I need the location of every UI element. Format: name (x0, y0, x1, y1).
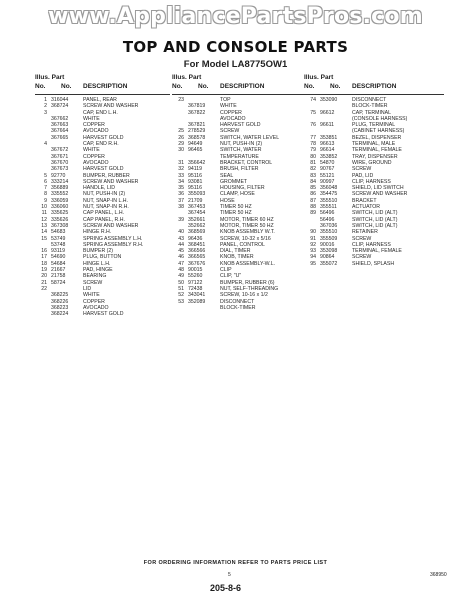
description-cell: NUT, SNAP-IN R.H. (83, 204, 129, 211)
part-no-cell: 353852 (320, 153, 338, 160)
description-cell: SWITCH, LID (ALT) (352, 222, 398, 229)
description-cell: TEMPERATURE (220, 153, 259, 160)
illus-no-cell: 32 (178, 166, 184, 173)
part-no-cell: 356642 (188, 159, 206, 166)
illus-no-cell: 86 (310, 191, 316, 198)
part-no-cell: 96436 (188, 235, 203, 242)
page-title: TOP AND CONSOLE PARTS (122, 38, 349, 56)
illus-no-cell: 25 (178, 128, 184, 135)
description-cell: CAP, END R.H. (83, 141, 119, 148)
parts-row (35, 311, 170, 317)
description-cell: KNOB ASSEMBLY W.T. (220, 229, 275, 236)
description-cell: TERMINAL, FEMALE (352, 147, 402, 154)
parts-list (172, 97, 307, 311)
description-cell: HINGE R.H. (83, 229, 112, 236)
part-no-cell: 336060 (51, 204, 69, 211)
description-cell: KNOB, TIMER (220, 254, 254, 261)
parts-column-1 (35, 72, 170, 317)
part-no-cell: 54690 (51, 254, 66, 261)
part-no-cell: 54684 (51, 260, 66, 267)
part-no-cell: 368224 (51, 311, 69, 318)
description-cell: TIMER 50 HZ (220, 204, 252, 211)
part-no-cell: 367673 (51, 166, 69, 173)
illus-no-cell: 11 (41, 210, 47, 217)
header-description: DESCRIPTION (220, 83, 265, 90)
part-no-cell: 368724 (51, 103, 69, 110)
description-cell: SCREW (83, 279, 103, 286)
illus-no-cell: 1 (44, 97, 47, 103)
part-no-cell: 96611 (320, 122, 335, 129)
illus-no-cell: 90 (310, 229, 316, 236)
description-cell: TOP (220, 97, 231, 103)
part-no-cell: 367671 (51, 153, 69, 160)
part-no-cell: 368569 (188, 229, 206, 236)
illus-no-cell: 30 (178, 147, 184, 154)
illus-no-cell: 20 (41, 273, 47, 280)
part-no-cell: 353851 (320, 134, 338, 141)
description-cell: TERMINAL, MALE (352, 141, 396, 148)
illus-no-cell: 3 (44, 109, 47, 116)
description-cell: SCREW AND WASHER (83, 103, 139, 110)
illus-no-cell: 17 (41, 254, 47, 261)
part-no-cell: 90767 (320, 166, 335, 173)
part-no-cell: 58724 (51, 279, 66, 286)
description-cell: CLIP (220, 267, 232, 274)
part-no-cell: 54683 (51, 229, 66, 236)
part-no-cell: 367662 (51, 115, 69, 122)
illus-no-cell: 18 (41, 260, 47, 267)
illus-no-cell: 51 (178, 285, 184, 292)
document-number: 368950 (430, 572, 447, 578)
illus-no-cell: 46 (178, 254, 184, 261)
description-cell: ACTUATOR (352, 204, 381, 211)
part-no-cell: 90015 (188, 267, 203, 274)
illus-no-cell: 39 (178, 216, 184, 223)
description-cell: GROMMET (220, 178, 248, 185)
illus-no-cell: 79 (310, 147, 316, 154)
description-cell: COPPER (220, 109, 242, 116)
illus-no-cell: 85 (310, 185, 316, 192)
part-no-cell: 55260 (188, 273, 203, 280)
header-no: No. (61, 83, 72, 90)
description-cell: SHIELD, LID SWITCH (352, 185, 404, 192)
description-cell: TRAY, DISPENSER (352, 153, 398, 160)
header-illus-part: Illus. Part (172, 74, 202, 81)
part-no-cell: 96613 (320, 141, 335, 148)
description-cell: BRACKET (352, 197, 377, 204)
part-no-cell: 95116 (188, 185, 203, 192)
part-no-cell: 97122 (188, 279, 203, 286)
illus-no-cell: 16 (41, 248, 47, 255)
illus-no-cell: 75 (310, 109, 316, 116)
description-cell: SCREW (352, 166, 372, 173)
part-no-cell: 367036 (320, 222, 338, 229)
part-no-cell: 367665 (51, 134, 69, 141)
description-cell: COPPER (83, 122, 105, 129)
part-no-cell: 21709 (188, 197, 203, 204)
part-no-cell: 72438 (188, 285, 203, 292)
part-no-cell: 367819 (188, 103, 206, 110)
part-no-cell: 366565 (188, 254, 206, 261)
page-number: 5 (228, 572, 231, 578)
header-no: No. (172, 83, 183, 90)
part-no-cell: 367672 (51, 147, 69, 154)
description-cell: CAP, END L.H. (83, 109, 118, 116)
illus-no-cell: 92 (310, 241, 316, 248)
description-cell: HOSE (220, 197, 235, 204)
description-cell: BLOCK-TIMER (352, 103, 388, 110)
illus-no-cell: 23 (178, 97, 184, 103)
part-no-cell: 94649 (188, 141, 203, 148)
illus-no-cell: 94 (310, 254, 316, 261)
part-no-cell: 53748 (51, 241, 66, 248)
description-cell: CAP PANEL, L.H. (83, 210, 125, 217)
description-cell: CAP, TERMINAL (352, 109, 392, 116)
illus-no-cell: 9 (44, 197, 47, 204)
illus-no-cell: 81 (310, 159, 316, 166)
description-cell: RETAINER (352, 229, 378, 236)
description-cell: AVOCADO (83, 159, 109, 166)
part-no-cell: 368451 (188, 241, 206, 248)
illus-no-cell: 43 (178, 235, 184, 242)
part-no-cell: 355511 (320, 204, 337, 211)
part-no-cell: 336059 (51, 197, 69, 204)
part-no-cell: 55121 (320, 172, 335, 179)
part-no-cell: 54870 (320, 159, 335, 166)
description-cell: LID (83, 285, 92, 292)
part-no-cell: 355509 (320, 235, 338, 242)
description-cell: SCREW AND WASHER (352, 191, 408, 198)
description-cell: CAP PANEL, R.H. (83, 216, 125, 223)
part-no-cell: 333214 (51, 178, 69, 185)
description-cell: WHITE (83, 292, 100, 299)
part-no-cell: 96614 (320, 147, 335, 154)
illus-no-cell: 29 (178, 141, 184, 148)
parts-column-3 (304, 72, 444, 267)
header-no: No. (198, 83, 209, 90)
description-cell: (CONSOLE HARNESS) (352, 115, 408, 122)
illus-no-cell: 40 (178, 229, 184, 236)
description-cell: TERMINAL, FEMALE (352, 248, 402, 255)
description-cell: HARVEST GOLD (83, 311, 124, 318)
description-cell: SWITCH, LID (ALT) (352, 216, 398, 223)
illus-no-cell: 7 (44, 185, 47, 192)
part-no-cell: 367663 (51, 122, 69, 129)
description-cell: SWITCH, WATER LEVEL (220, 134, 280, 141)
description-cell: PAD, HINGE (83, 267, 113, 274)
illus-no-cell: 47 (178, 260, 184, 267)
illus-no-cell: 48 (178, 267, 184, 274)
part-no-cell: 353098 (320, 248, 338, 255)
description-cell: KNOB ASSEMBLY-W.L. (220, 260, 276, 267)
part-no-cell: 353090 (320, 97, 338, 103)
description-cell: NUT, PUSH-IN (2) (220, 141, 263, 148)
site-watermark: www.AppliancePartsPros.com (48, 4, 423, 29)
description-cell: MOTOR, TIMER 60 HZ (220, 216, 274, 223)
part-no-cell: 335626 (51, 216, 69, 223)
part-no-cell: 93081 (188, 178, 203, 185)
part-no-cell: 367664 (51, 128, 69, 135)
description-cell: TIMER 50 HZ (220, 210, 252, 217)
illus-no-cell: 12 (41, 216, 47, 223)
description-cell: BUMPER, RUBBER (6) (220, 279, 275, 286)
illus-no-cell: 95 (310, 260, 316, 267)
part-no-cell: 368578 (188, 134, 206, 141)
illus-no-cell: 35 (178, 185, 184, 192)
illus-no-cell: 6 (44, 178, 47, 185)
part-no-cell: 352661 (188, 216, 206, 223)
illus-no-cell: 38 (178, 204, 184, 211)
part-no-cell: 90016 (320, 241, 335, 248)
illus-no-cell: 10 (41, 204, 47, 211)
page-code: 205-8-6 (210, 583, 242, 593)
description-cell: SCREW, 10-16 x 1/2 (220, 292, 268, 299)
description-cell: AVOCADO (220, 115, 246, 122)
description-cell: BUMPER, RUBBER (83, 172, 130, 179)
illus-no-cell: 19 (41, 267, 47, 274)
description-cell: WHITE (83, 147, 100, 154)
illus-no-cell: 8 (44, 191, 47, 198)
description-cell: HINGE L.H. (83, 260, 111, 267)
description-cell: SCREW (352, 254, 372, 261)
description-cell: SWITCH, WATER (220, 147, 262, 154)
description-cell: BEARING (83, 273, 107, 280)
illus-no-cell: 15 (41, 235, 47, 242)
description-cell: (CABINET HARNESS) (352, 128, 405, 135)
illus-no-cell: 33 (178, 172, 184, 179)
part-no-cell: 356889 (51, 185, 69, 192)
part-no-cell: 92770 (51, 172, 66, 179)
parts-row (172, 305, 307, 311)
description-cell: BUMPER (2) (83, 248, 113, 255)
part-no-cell: 368226 (51, 298, 69, 305)
illus-no-cell: 26 (178, 134, 184, 141)
illus-no-cell (35, 311, 47, 317)
part-no-cell: 56496 (320, 216, 335, 223)
description-cell: SCREW (352, 235, 372, 242)
part-no-cell: 355093 (188, 191, 206, 198)
part-no-cell: 366566 (188, 248, 206, 255)
description-cell: SPRING ASSEMBLY R.H. (83, 241, 144, 248)
description-cell: PANEL, CONTROL (220, 241, 265, 248)
description-cell: SCREW, 10-32 x 5/16 (220, 235, 271, 242)
part-no-cell: 352089 (188, 298, 206, 305)
description-cell: BRUSH, FILTER (220, 166, 259, 173)
header-no: No. (330, 83, 341, 90)
illus-no-cell: 44 (178, 241, 184, 248)
description-cell: BRACKET, CONTROL (220, 159, 273, 166)
part-no-cell: 368223 (51, 304, 69, 311)
part-no-cell: 355072 (320, 260, 338, 267)
illus-no-cell: 74 (310, 97, 316, 103)
part-no-cell: 278529 (188, 128, 206, 135)
description-cell: WHITE (220, 103, 237, 110)
description-cell: DIAL, TIMER (220, 248, 251, 255)
illus-no-cell: 52 (178, 292, 184, 299)
part-no-cell: 90997 (320, 178, 335, 185)
description-cell: MOTOR, TIMER 50 HZ (220, 222, 274, 229)
illus-no-cell: 78 (310, 141, 316, 148)
part-no-cell: 343041 (188, 292, 206, 299)
illus-no-cell: 2 (44, 103, 47, 110)
header-description: DESCRIPTION (83, 83, 128, 90)
part-no-cell (184, 305, 220, 311)
part-no-cell: 355510 (320, 229, 338, 236)
description-cell: SWITCH, LID (ALT) (352, 210, 398, 217)
part-no-cell: 368225 (51, 292, 69, 299)
illus-no-cell: 21 (41, 279, 47, 286)
part-no-cell: 93119 (51, 248, 66, 255)
description-cell: AVOCADO (83, 128, 109, 135)
description-cell: WIRE, GROUND (352, 159, 392, 166)
illus-no-cell: 84 (310, 178, 316, 185)
description-cell: COPPER (83, 153, 105, 160)
illus-no-cell: 77 (310, 134, 316, 141)
parts-column-2 (172, 72, 307, 311)
part-no-cell: 94119 (188, 166, 203, 173)
description-cell: HARVEST GOLD (83, 166, 124, 173)
description-cell: AVOCADO (83, 304, 109, 311)
description-cell: DISCONNECT (220, 298, 255, 305)
illus-no-cell: 34 (178, 178, 184, 185)
description-cell: SEAL (220, 172, 234, 179)
illus-no-cell: 83 (310, 172, 316, 179)
illus-no-cell: 89 (310, 210, 316, 217)
parts-row (304, 261, 444, 267)
part-no-cell: 356048 (320, 185, 338, 192)
illus-no-cell: 4 (44, 141, 47, 148)
description-cell: DISCONNECT (352, 97, 387, 103)
part-no-cell: 367453 (188, 204, 206, 211)
header-illus-part: Illus. Part (35, 74, 65, 81)
part-no-cell: 56496 (320, 210, 335, 217)
description-cell: SCREW AND WASHER (83, 178, 139, 185)
column-header (35, 72, 170, 95)
description-cell: CLIP, HARNESS (352, 178, 391, 185)
column-header (304, 72, 444, 95)
description-cell: SCREW (220, 128, 240, 135)
illus-no-cell: 49 (178, 273, 184, 280)
part-no-cell: 96465 (188, 147, 203, 154)
description-cell: HANDLE, LID (83, 185, 115, 192)
description-cell: SCREW AND WASHER (83, 222, 139, 229)
illus-no-cell: 22 (41, 285, 47, 292)
description-cell: NUT, SELF-THREADING (220, 285, 279, 292)
header-description: DESCRIPTION (352, 83, 397, 90)
description-cell: PLUG, BUTTON (83, 254, 122, 261)
illus-no-cell: 82 (310, 166, 316, 173)
part-no-cell: 335625 (51, 210, 69, 217)
part-no-cell: 90864 (320, 254, 335, 261)
part-no-cell: 53749 (51, 235, 66, 242)
illus-no-cell: 53 (178, 298, 184, 305)
description-cell: SHIELD, SPLASH (352, 260, 395, 267)
header-illus-part: Illus. Part (304, 74, 334, 81)
part-no-cell: 367822 (188, 109, 206, 116)
part-no-cell: 355510 (320, 197, 338, 204)
illus-no-cell: 76 (310, 122, 316, 129)
description-cell: WHITE (83, 115, 100, 122)
part-no-cell: 335552 (51, 191, 69, 198)
illus-no-cell: 80 (310, 153, 316, 160)
model-subtitle: For Model LA8775OW1 (183, 59, 288, 70)
illus-no-cell: 91 (310, 235, 316, 242)
description-cell: NUT, SNAP-IN L.H. (83, 197, 128, 204)
description-cell: HARVEST GOLD (220, 122, 261, 129)
illus-no-cell: 31 (178, 159, 184, 166)
column-header (172, 72, 307, 95)
header-no: No. (35, 83, 46, 90)
description-cell: CLAMP, HOSE (220, 191, 255, 198)
part-no-cell: 354475 (320, 191, 338, 198)
description-cell: CLIP, "U" (220, 273, 242, 280)
illus-no-cell: 88 (310, 204, 316, 211)
part-no-cell: 352662 (188, 222, 206, 229)
description-cell: COPPER (83, 298, 105, 305)
description-cell: HARVEST GOLD (83, 134, 124, 141)
part-no-cell: 21758 (51, 273, 66, 280)
parts-list (35, 97, 170, 317)
illus-no-cell: 5 (44, 172, 47, 179)
description-cell: SPRING ASSEMBLY L.H. (83, 235, 143, 242)
part-no-cell: 367821 (188, 122, 206, 129)
header-no: No. (304, 83, 315, 90)
part-no-cell: 95116 (188, 172, 203, 179)
description-cell: PAD, LID (352, 172, 374, 179)
description-cell: PLUG, TERMINAL (352, 122, 396, 129)
illus-no-cell: 14 (41, 229, 47, 236)
part-no-cell: 96612 (320, 109, 335, 116)
illus-no-cell: 37 (178, 197, 184, 204)
description-cell: BEZEL, DISPENSER (352, 134, 402, 141)
description-cell: PANEL, REAR (83, 97, 117, 103)
description-cell: HOUSING, FILTER (220, 185, 265, 192)
part-no-cell: 21667 (51, 267, 66, 274)
ordering-footer: FOR ORDERING INFORMATION REFER TO PARTS PRICE LIST (143, 560, 328, 566)
illus-no-cell: 50 (178, 279, 184, 286)
part-no-cell: 316044 (51, 97, 69, 103)
part-no-cell: 367454 (188, 210, 206, 217)
part-no-cell: 367308 (51, 222, 69, 229)
description-cell: BLOCK-TIMER (220, 304, 256, 311)
description-cell: NUT, PUSH-IN (2) (83, 191, 126, 198)
illus-no-cell: 45 (178, 248, 184, 255)
illus-no-cell: 87 (310, 197, 316, 204)
illus-no-cell (172, 305, 184, 311)
description-cell: CLIP, HARNESS (352, 241, 391, 248)
illus-no-cell: 13 (41, 222, 47, 229)
parts-list (304, 97, 444, 267)
illus-no-cell: 36 (178, 191, 184, 198)
part-no-cell: 367676 (188, 260, 206, 267)
illus-no-cell: 93 (310, 248, 316, 255)
part-no-cell: 367670 (51, 159, 69, 166)
